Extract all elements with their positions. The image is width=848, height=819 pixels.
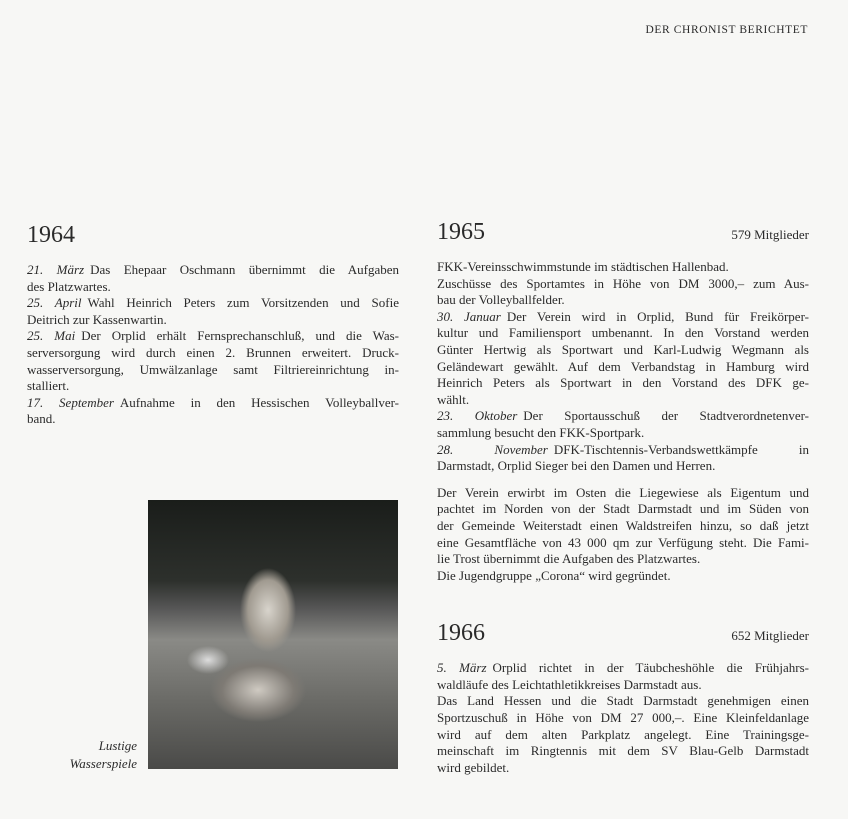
entry-text: Aufnahme in den Hessischen Volleyballver- bbox=[119, 394, 399, 410]
entry-text: DFK-Tischtennis-Verbandswettkämpfe in bbox=[553, 441, 809, 457]
entry-text: pachtet im Norden von der Stadt Darmstadt und im Süden von bbox=[437, 501, 809, 517]
text-line bbox=[437, 727, 809, 744]
text-line bbox=[437, 710, 809, 727]
entry-text: Der Verein wird in Orplid, Bund für Freikörper- bbox=[506, 308, 809, 324]
entry-text: sammlung besucht den FKK-Sportpark. bbox=[437, 424, 645, 440]
caption-line: Lustige bbox=[98, 738, 137, 753]
entry-text: Der Orplid erhält Fernsprechanschluß, und die Was- bbox=[81, 328, 399, 344]
text-line bbox=[437, 485, 809, 502]
member-count: 579 Mitglieder bbox=[731, 227, 809, 242]
entry-text: FKK-Vereinsschwimmstunde im städtischen Hallenbad. bbox=[437, 259, 729, 274]
entry-text: stalliert. bbox=[27, 378, 70, 394]
entry-text: waldläufe des Leichtathletikkreises Darmstadt aus. bbox=[437, 676, 702, 692]
year-heading: 1964 bbox=[27, 222, 75, 248]
entry-text: Zuschüsse des Sportamtes in Höhe von DM 3000,– zum Aus- bbox=[437, 275, 809, 291]
year-header bbox=[437, 620, 809, 654]
entry-date: 21. März bbox=[27, 262, 85, 277]
entry-date: 25. April bbox=[27, 295, 82, 311]
entry-text: kultur und Familiensport umbenannt. In den Vorstand werden bbox=[437, 325, 809, 341]
text-line bbox=[27, 411, 399, 428]
photo-caption bbox=[70, 737, 137, 773]
year-heading: 1966 bbox=[437, 620, 485, 647]
entry-text: Orplid richtet in der Täubcheshöhle die Frühjahrs- bbox=[492, 660, 809, 676]
text-line bbox=[27, 295, 399, 312]
text-line bbox=[437, 359, 809, 376]
paragraph-gap bbox=[437, 475, 809, 485]
years-1965-1966-column bbox=[437, 219, 809, 776]
year-header bbox=[27, 222, 399, 256]
entry-text: Geländewart gewählt. Auf dem Verbandstag in Hamburg wird bbox=[437, 358, 809, 374]
text-line bbox=[27, 378, 399, 395]
text-line bbox=[437, 501, 809, 518]
text-line bbox=[437, 325, 809, 342]
entry-text: bau der Volleyballfelder. bbox=[437, 292, 565, 308]
text-line bbox=[437, 442, 809, 459]
text-line bbox=[27, 362, 399, 379]
caption-line: Wasserspiele bbox=[69, 756, 137, 771]
running-head: DER CHRONIST BERICHTET bbox=[645, 24, 808, 36]
text-line bbox=[437, 392, 809, 409]
text-line bbox=[437, 535, 809, 552]
entry-text: wird auf dem alten Parkplatz angelegt. Eine Trainingsge- bbox=[437, 726, 809, 742]
text-line bbox=[27, 395, 399, 412]
text-line bbox=[437, 568, 809, 585]
entry-date: 17. September bbox=[27, 394, 114, 410]
entry-date: 30. Januar bbox=[437, 308, 501, 324]
text-line bbox=[437, 259, 809, 276]
entry-date: 5. März bbox=[437, 660, 487, 676]
entry-text: Sportzuschuß in Höhe von DM 27 000,–. Eine Kleinfeldanlage bbox=[437, 710, 809, 726]
entry-text: meinschaft im Ringtennis mit dem SV Blau-Gelb Darmstadt bbox=[437, 743, 809, 759]
entry-text: Der Verein erwirbt im Osten die Liegewiese als Eigentum und bbox=[437, 484, 809, 500]
entry-text: Wahl Heinrich Peters zum Vorsitzenden und Sofie bbox=[87, 295, 399, 311]
text-line bbox=[437, 743, 809, 760]
entry-text: Günter Hertwig als Sportwart und Karl-Ludwig Wegmann als bbox=[437, 341, 809, 357]
year-heading: 1965 bbox=[437, 219, 485, 245]
entry-text: band. bbox=[27, 411, 56, 427]
entry-text: Die Jugendgruppe „Corona“ wird gegründet. bbox=[437, 567, 671, 583]
section-gap bbox=[437, 584, 809, 620]
text-line bbox=[437, 292, 809, 309]
entry-text: eine Gesamtfläche von 43 000 qm zur Verfügung steht. Die Fami- bbox=[437, 534, 809, 550]
text-line bbox=[437, 660, 809, 677]
photo-water-games bbox=[148, 500, 398, 769]
text-line bbox=[437, 408, 809, 425]
entry-date: 28. November bbox=[437, 441, 548, 457]
entry-text: Das Ehepaar Oschmann übernimmt die Aufgaben bbox=[90, 262, 399, 277]
entry-text: Der Sportausschuß der Stadtverordnetenver- bbox=[523, 408, 809, 424]
entry-text: Heinrich Peters als Sportwart in den Vorstand des DFK ge- bbox=[437, 375, 809, 391]
text-line bbox=[437, 677, 809, 694]
year-1964-section bbox=[27, 222, 399, 428]
text-line bbox=[27, 345, 399, 362]
text-line bbox=[437, 375, 809, 392]
text-line bbox=[437, 551, 809, 568]
text-line bbox=[437, 276, 809, 293]
entry-text: des Platzwartes. bbox=[27, 278, 111, 294]
text-line bbox=[27, 328, 399, 345]
entry-text: wählt. bbox=[437, 391, 470, 407]
text-line bbox=[27, 312, 399, 329]
entry-text: Das Land Hessen und die Stadt Darmstadt genehmigen einen bbox=[437, 693, 809, 709]
entry-text: Darmstadt, Orplid Sieger bei den Damen und Herren. bbox=[437, 458, 716, 474]
text-line bbox=[27, 262, 399, 279]
text-line bbox=[437, 425, 809, 442]
entry-date: 25. Mai bbox=[27, 328, 76, 344]
year-header bbox=[437, 219, 809, 253]
entry-text: wasserversorgung, Umwälzanlage samt Filtriereinrichtung in- bbox=[27, 361, 399, 377]
text-line bbox=[437, 518, 809, 535]
entry-text: lie Trost übernimmt die Aufgaben des Platzwartes. bbox=[437, 551, 701, 567]
text-line bbox=[437, 342, 809, 359]
text-line bbox=[437, 458, 809, 475]
text-line bbox=[437, 309, 809, 326]
text-line bbox=[437, 693, 809, 710]
text-line bbox=[437, 760, 809, 777]
entry-text: Deitrich zur Kassenwartin. bbox=[27, 311, 167, 327]
entry-date: 23. Oktober bbox=[437, 408, 518, 424]
text-line bbox=[27, 279, 399, 296]
member-count: 652 Mitglieder bbox=[731, 628, 809, 644]
entry-text: wird gebildet. bbox=[437, 759, 510, 775]
entry-text: der Gemeinde Weiterstadt einen Waldstreifen hinzu, so daß jetzt bbox=[437, 517, 809, 533]
entry-text: serversorgung wird durch einen 2. Brunnen erweitert. Druck- bbox=[27, 344, 399, 360]
